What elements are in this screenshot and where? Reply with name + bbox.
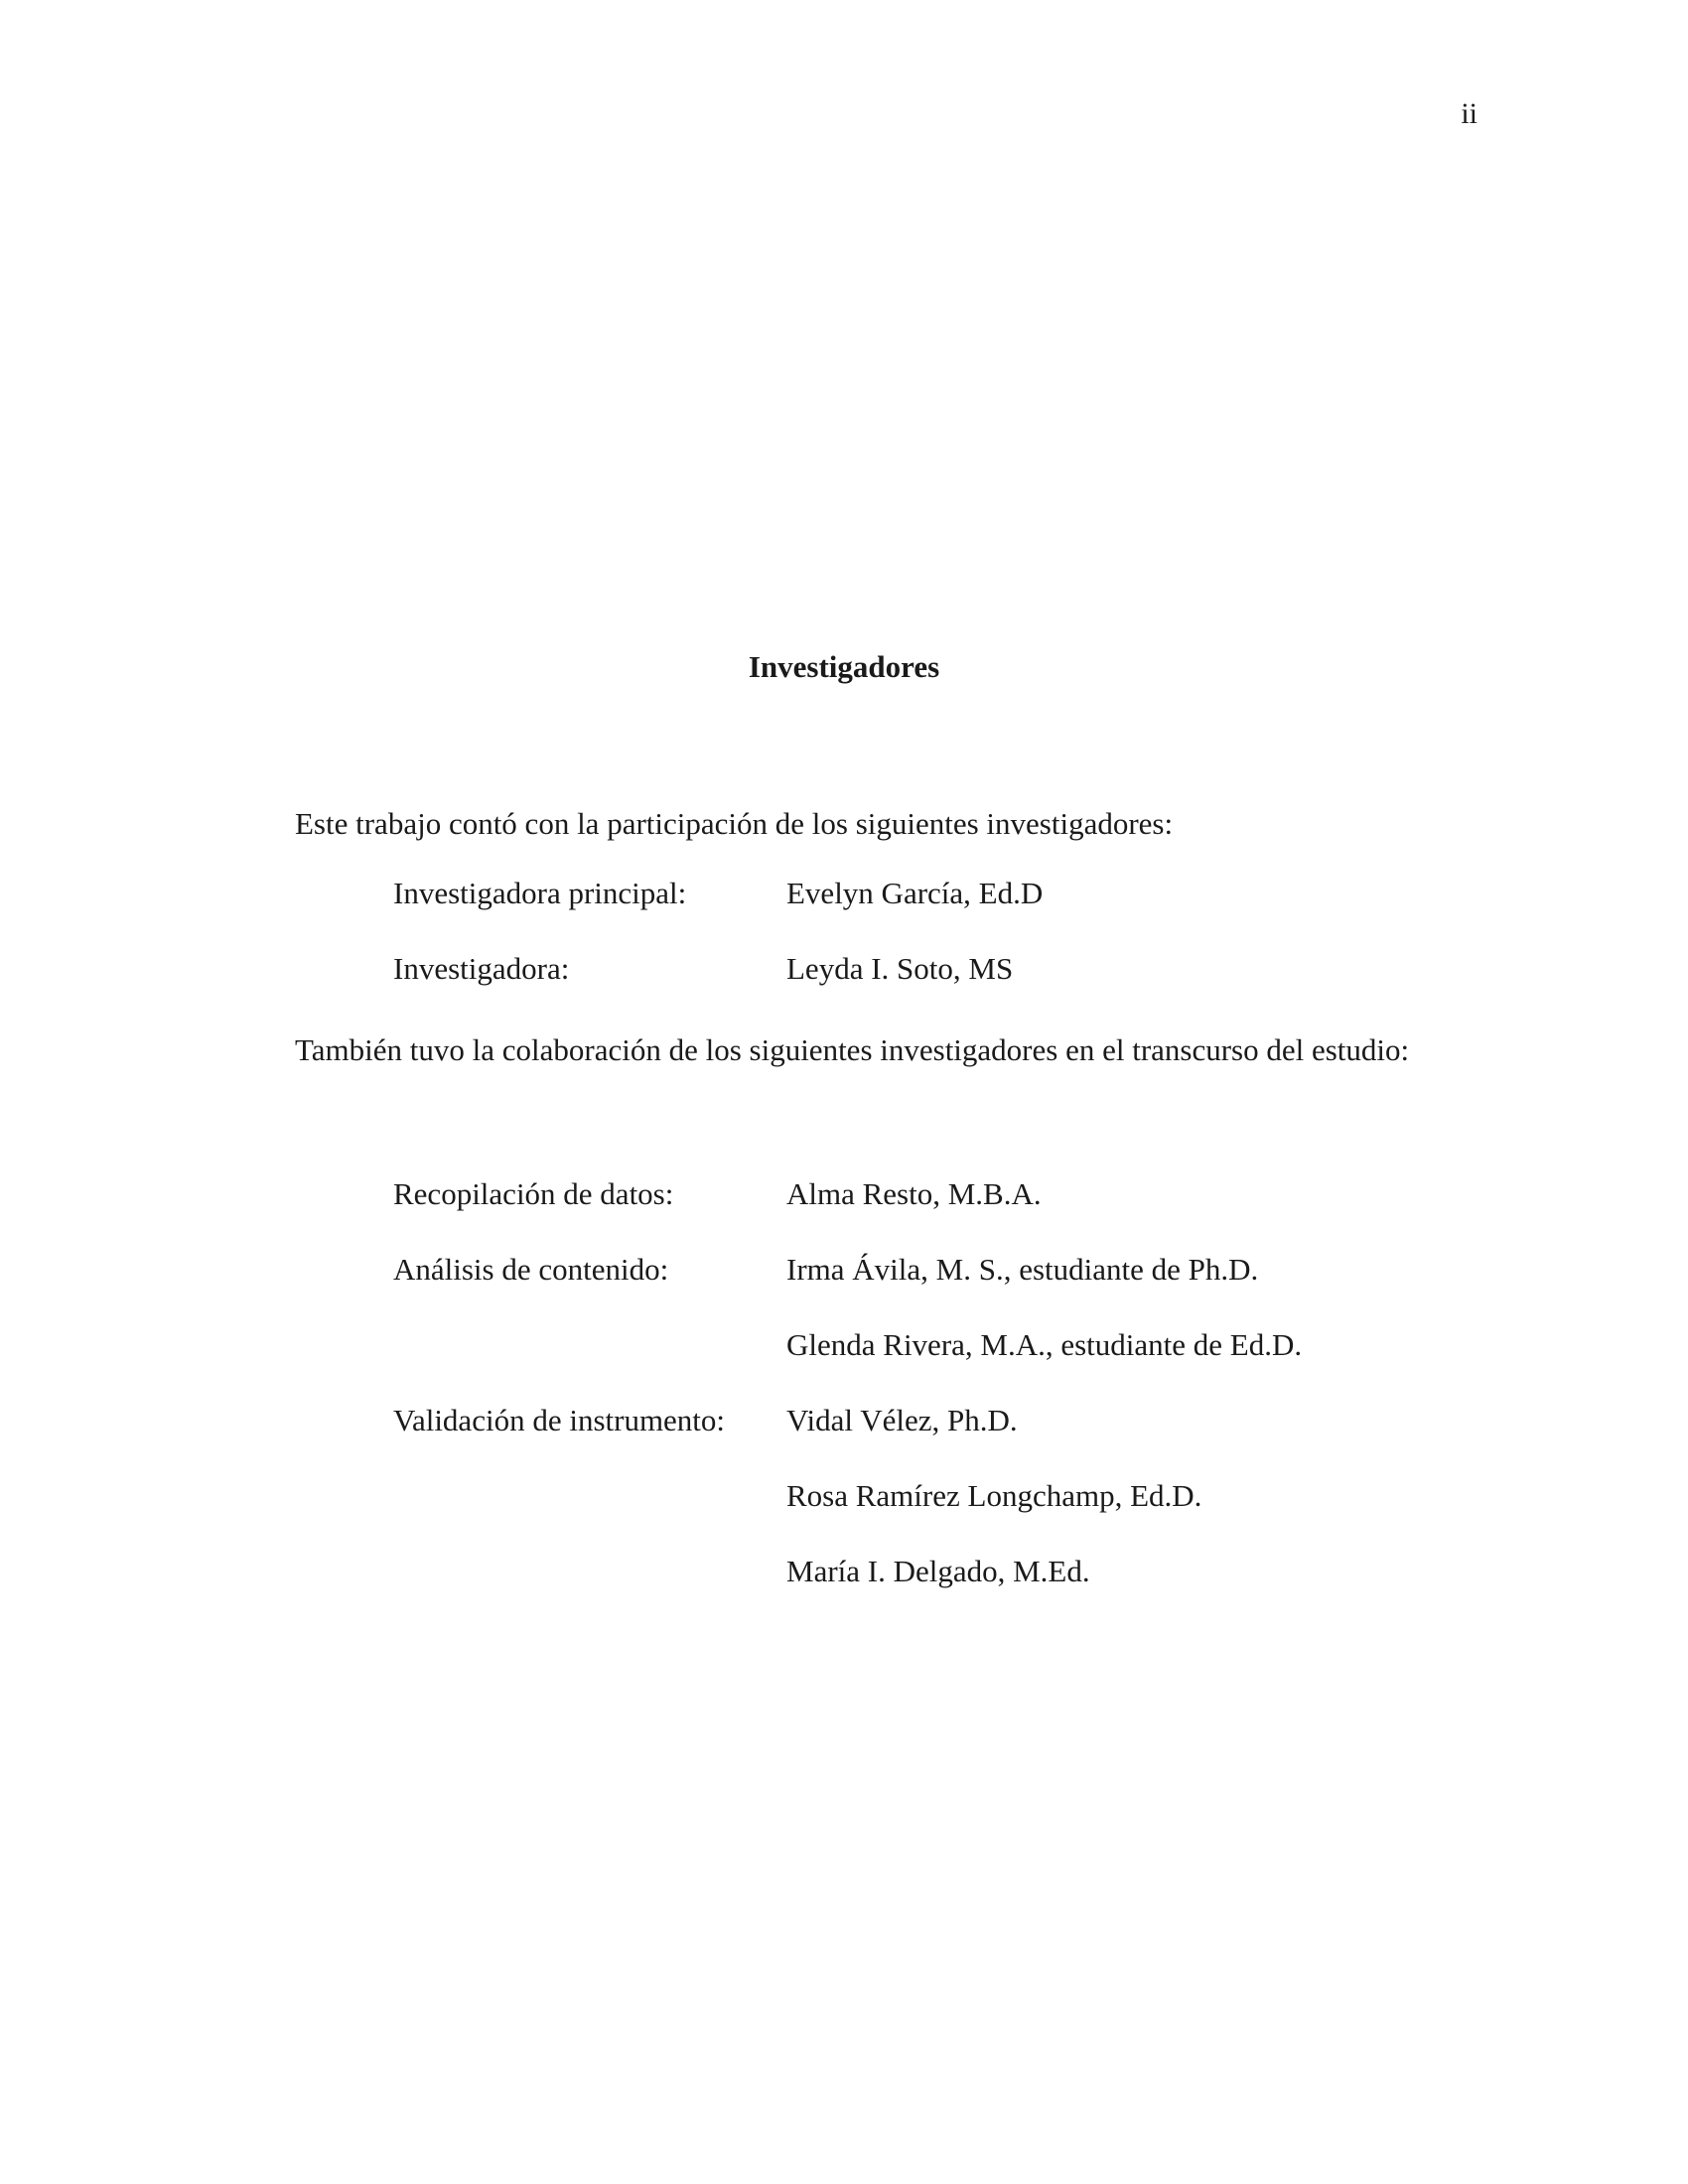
page-title: Investigadores [748, 649, 940, 684]
collaborator-name: Irma Ávila, M. S., estudiante de Ph.D. [786, 1252, 1259, 1287]
role-label: Recopilación de datos: [393, 1176, 674, 1211]
role-label: Investigadora principal: [393, 876, 687, 910]
collaborator-name: Vidal Vélez, Ph.D. [786, 1403, 1018, 1437]
role-label: Validación de instrumento: [393, 1403, 726, 1437]
collaboration-paragraph: También tuvo la colaboración de los siguientes investigadores en el transcurso del estudio: [295, 1032, 1410, 1067]
page-number: ii [1461, 97, 1477, 130]
investigator-name: Leyda I. Soto, MS [786, 951, 1014, 986]
investigator-name: Evelyn García, Ed.D [786, 876, 1044, 910]
intro-paragraph: Este trabajo contó con la participación de los siguientes investigadores: [295, 806, 1174, 841]
collaborator-name: Rosa Ramírez Longchamp, Ed.D. [786, 1478, 1202, 1513]
role-label: Investigadora: [393, 951, 570, 986]
role-label: Análisis de contenido: [393, 1252, 669, 1287]
collaborator-name: María I. Delgado, M.Ed. [786, 1554, 1090, 1588]
collaborator-name: Glenda Rivera, M.A., estudiante de Ed.D. [786, 1327, 1303, 1362]
collaborator-name: Alma Resto, M.B.A. [786, 1176, 1042, 1211]
